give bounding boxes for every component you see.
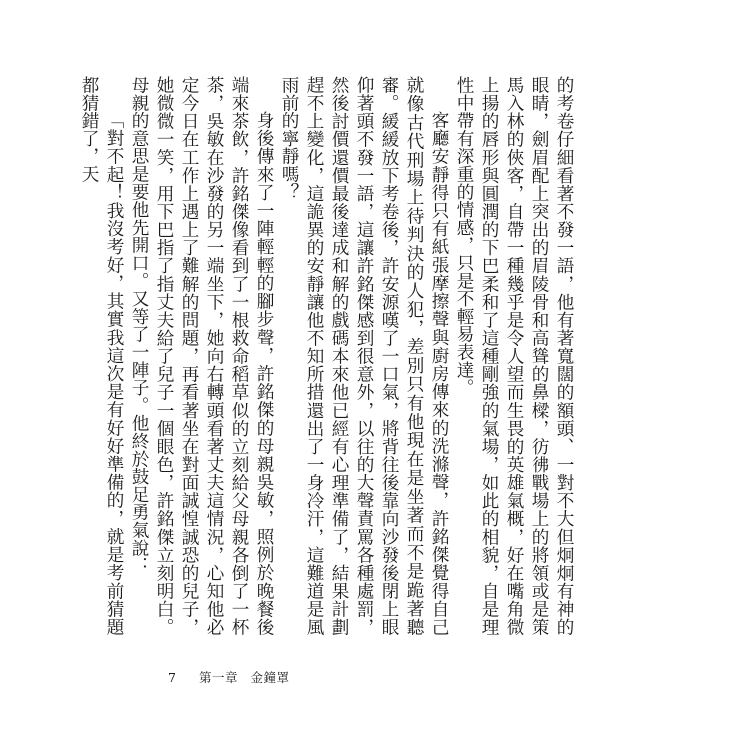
page-footer [168,668,289,686]
paragraph-2: 客廳安靜得只有紙張摩擦聲與廚房傳來的洗滌聲，許銘傑覺得自己就像古代刑場上待判決的人犯，差別只有他現在是坐著而不是跪著聽審。緩緩放下考卷後，許安源嘆了一口氣，將背往後靠向沙發後閉上眼仰著頭不發一語，這讓許銘傑感到很意外，以往的大聲責罵各種處罰，然後討價還價最後達成和解的戲碼本來他已經有心理準備了，結果計劃趕不上變化，這詭異的安靜讓他不知所措還出了一身冷汗，這難道是風雨前的寧靜嗎？ [279,76,449,636]
paragraph-3: 身後傳來了一陣輕輕的腳步聲，許銘傑的母親吳敏，照例於晚餐後端來茶飲，許銘傑像看到了一根救命稻草似的立刻給父母親各倒了一杯茶，吳敏在沙發的另一端坐下，她向右轉頭看著丈夫這情況，心知他必定今日在工作上遇上了難解的問題，再看著坐在對面誠惶誠恐的兒子，她微微一笑，用下巴指了指丈夫給了兒子一個眼色，許銘傑立刻明白。母親的意思是要他先開口。又等了一陣子。他終於鼓足勇氣說： [129,76,274,636]
page-number: 7 [168,670,177,685]
chapter-label: 第一章 [198,670,238,685]
paragraph-4: 「對不起！我沒考好，其實我這次是有好好準備的，就是考前猜題都猜錯了，天 [79,76,124,636]
chapter-title: 金鐘罩 [250,670,290,685]
paragraph-1: 的考卷仔細看著不發一語，他有著寬闊的額頭、一對不大但炯炯有神的眼睛，劍眉配上突出的眉陵骨和高聳的鼻樑，彷彿戰場上的將領或是策馬入林的俠客，自帶一種幾乎是令人望而生畏的英雄氣概，好在嘴角微上揚的唇形與圓潤的下巴柔和了這種剛強的氣場，如此的相貌，自是理性中帶有深重的情感，只是不輕易表達。 [454,76,574,636]
body-text [79,76,576,636]
